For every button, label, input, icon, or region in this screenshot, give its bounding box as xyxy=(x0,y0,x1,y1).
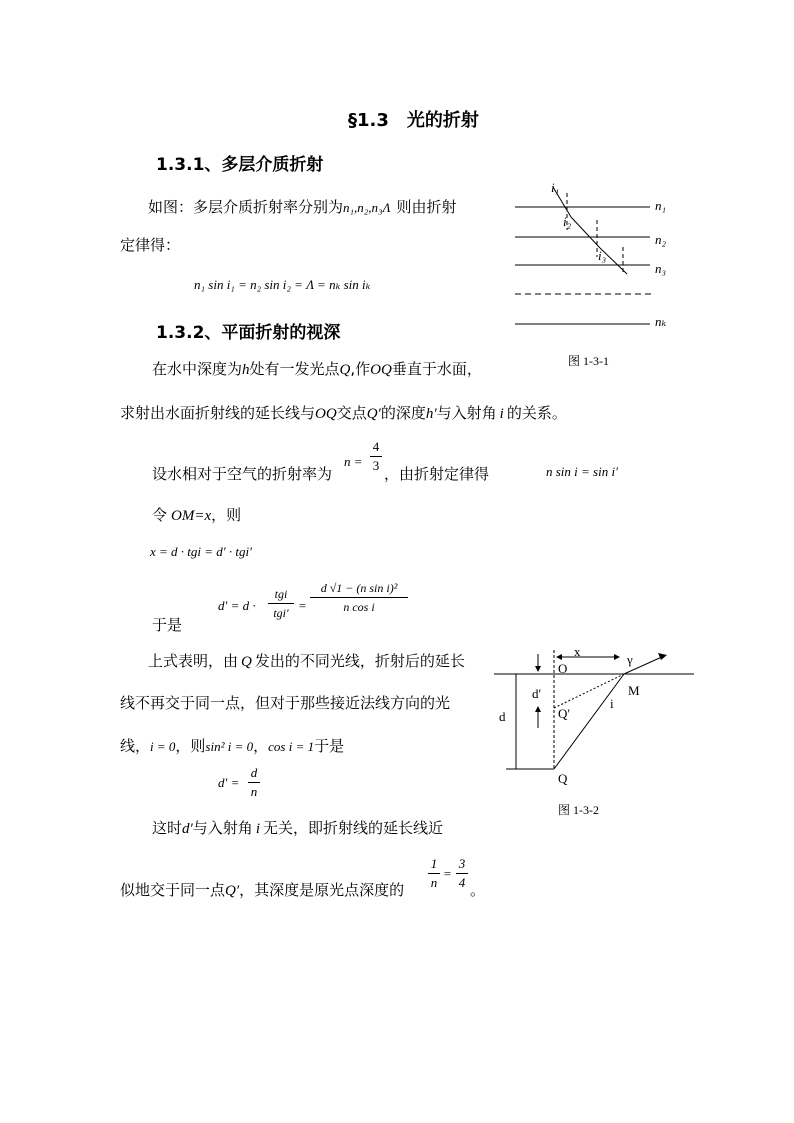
label-i3: i₃ xyxy=(598,248,607,263)
inline-math: h xyxy=(242,362,250,378)
fraction-numerator: 4 xyxy=(372,439,380,454)
text-fragment: 则由折射 xyxy=(396,198,457,216)
inline-math: i xyxy=(499,406,504,422)
label-gamma: γ xyxy=(627,652,633,667)
text-fragment: 于是 xyxy=(314,737,345,755)
inline-math: sin² i = 0 xyxy=(205,739,254,754)
text-fragment: 无关，即折射线的延长线近 xyxy=(262,819,443,837)
fraction-denominator: n cos i xyxy=(343,600,375,614)
fraction-one-over-n xyxy=(428,856,440,891)
paragraph-multilayer-intro-cont: 定律得： xyxy=(120,236,181,254)
paragraph-refractive-index: 设水相对于空气的折射率为 xyxy=(152,465,333,483)
label-M: M xyxy=(628,683,640,698)
fraction-d-over-n xyxy=(248,765,260,800)
inline-math: Q xyxy=(339,362,351,378)
section-heading-multilayer: 1.3.1、多层介质折射 xyxy=(156,155,324,175)
paragraph-conclusion-line1 xyxy=(152,817,443,838)
equation-dprime-approx-lhs: d′ = xyxy=(218,775,240,790)
text-fragment: 与入射角 xyxy=(436,404,497,422)
paragraph-conclusion-line2 xyxy=(120,879,404,900)
text-fragment: ，则 xyxy=(175,737,206,755)
paragraph-explanation-line2: 线不再交于同一点，但对于那些接近法线方向的光 xyxy=(120,694,451,712)
text-fragment: 处有一发光点 xyxy=(249,360,340,378)
label-Q-prime: Q′ xyxy=(558,706,571,721)
label-O: O xyxy=(558,661,568,676)
inline-math: Q′ xyxy=(366,406,381,422)
fraction-three-quarters xyxy=(456,856,468,891)
inline-math: OQ xyxy=(315,406,337,422)
fraction-bar xyxy=(268,603,294,604)
label-n2: n₂ xyxy=(655,232,667,247)
fraction-tgi xyxy=(268,586,294,621)
inline-math: i = 0 xyxy=(150,739,176,754)
indices-inline-math: n₁,n₂,n₃Λ xyxy=(343,200,391,215)
text-fragment: ，则 xyxy=(211,506,242,524)
equation-x: x = d · tgi = d′ · tgi′ xyxy=(150,544,252,559)
fraction-bar xyxy=(456,873,468,874)
fraction-numerator: d √1 − (n sin i)² xyxy=(320,581,398,595)
text-fragment: 线， xyxy=(120,737,151,755)
inline-math-n-equals: n = xyxy=(344,454,363,469)
page-title: §1.3 光的折射 xyxy=(348,110,479,131)
figure-1-3-2 xyxy=(494,642,694,822)
text-fragment: ,作 xyxy=(350,360,371,378)
label-x: x xyxy=(574,644,581,659)
inline-math: OQ xyxy=(370,362,392,378)
label-i: i xyxy=(610,696,614,711)
text-fragment: 如图：多层介质折射率分别为 xyxy=(148,198,344,216)
fraction-denominator: 3 xyxy=(372,458,380,473)
text-fragment: 求射出水面折射线的延长线与 xyxy=(120,404,316,422)
equals-sign: = xyxy=(443,866,452,881)
label-n3: n₃ xyxy=(655,261,667,276)
paragraph-multilayer-intro xyxy=(148,196,456,217)
paragraph-depth-question xyxy=(120,402,567,423)
text-fragment: 垂直于水面， xyxy=(391,360,482,378)
label-i1: i₁ xyxy=(551,180,560,195)
fraction-denominator: n xyxy=(430,875,438,890)
text-fragment: ， xyxy=(253,737,269,755)
label-i2: i₂ xyxy=(563,214,572,229)
equation-snell-water: n sin i = sin i′ xyxy=(546,464,618,479)
text-fragment: 在水中深度为 xyxy=(152,360,243,378)
figure-1-3-1 xyxy=(505,175,695,375)
label-d: d xyxy=(499,709,506,724)
label-d-prime: d′ xyxy=(532,686,542,701)
fraction-denominator: tgi′ xyxy=(273,606,289,620)
inline-math: Q′ xyxy=(225,883,240,899)
text-fragment: 。 xyxy=(470,881,486,899)
text-fragment: 这时 xyxy=(152,819,183,837)
fraction-denominator: 4 xyxy=(458,875,466,890)
text-fragment: 与入射角 xyxy=(192,819,253,837)
fraction-bar xyxy=(248,782,260,783)
paragraph-explanation-line1 xyxy=(148,650,465,671)
text-fragment: 似地交于同一点 xyxy=(120,881,226,899)
paragraph-let-om xyxy=(152,504,241,525)
figure-1-3-2-caption: 图 1-3-2 xyxy=(558,803,599,817)
fraction-numerator: tgi xyxy=(274,587,288,601)
section-heading-apparent-depth: 1.3.2、平面折射的视深 xyxy=(156,323,341,343)
fraction-bar xyxy=(310,597,408,598)
text-fragment: ，其深度是原光点深度的 xyxy=(239,881,405,899)
text-fragment: 上式表明，由 xyxy=(148,652,239,670)
label-nk: nₖ xyxy=(655,314,667,329)
text-fragment: ，由折射定律得 xyxy=(384,465,490,483)
fraction-bar xyxy=(370,456,382,457)
fraction-numerator: 3 xyxy=(458,856,466,871)
label-Q: Q xyxy=(558,771,568,786)
fraction-numerator: 1 xyxy=(430,856,438,871)
text-fragment: 发出的不同光线，折射后的延长 xyxy=(254,652,465,670)
paragraph-explanation-line3 xyxy=(120,735,344,756)
paragraph-depth-setup xyxy=(152,358,482,379)
figure-1-3-1-caption: 图 1-3-1 xyxy=(568,354,609,368)
fraction-four-thirds xyxy=(370,439,382,474)
fraction-dprime-general xyxy=(310,580,408,615)
inline-math: d′ xyxy=(182,821,193,837)
inline-math: cos i = 1 xyxy=(268,739,315,754)
equation-snell-multilayer: n₁ sin i₁ = n₂ sin i₂ = Λ = nₖ sin iₖ xyxy=(194,277,371,292)
text-fragment: 令 xyxy=(152,506,168,524)
inline-math: Q xyxy=(241,654,252,670)
text-fragment: 交点 xyxy=(336,404,367,422)
fraction-denominator: n xyxy=(250,784,258,799)
equation-dprime-lhs: d′ = d · xyxy=(218,598,256,613)
fraction-bar xyxy=(428,873,440,874)
inline-math: h′ xyxy=(425,406,437,422)
text-fragment: 的深度 xyxy=(380,404,426,422)
equals-sign: = xyxy=(298,598,307,613)
inline-math: i xyxy=(255,821,260,837)
text-therefore: 于是 xyxy=(152,616,183,634)
fraction-numerator: d xyxy=(250,765,258,780)
label-n1: n₁ xyxy=(655,198,667,213)
text-fragment: 的关系。 xyxy=(506,404,567,422)
inline-math: OM=x xyxy=(171,508,212,524)
